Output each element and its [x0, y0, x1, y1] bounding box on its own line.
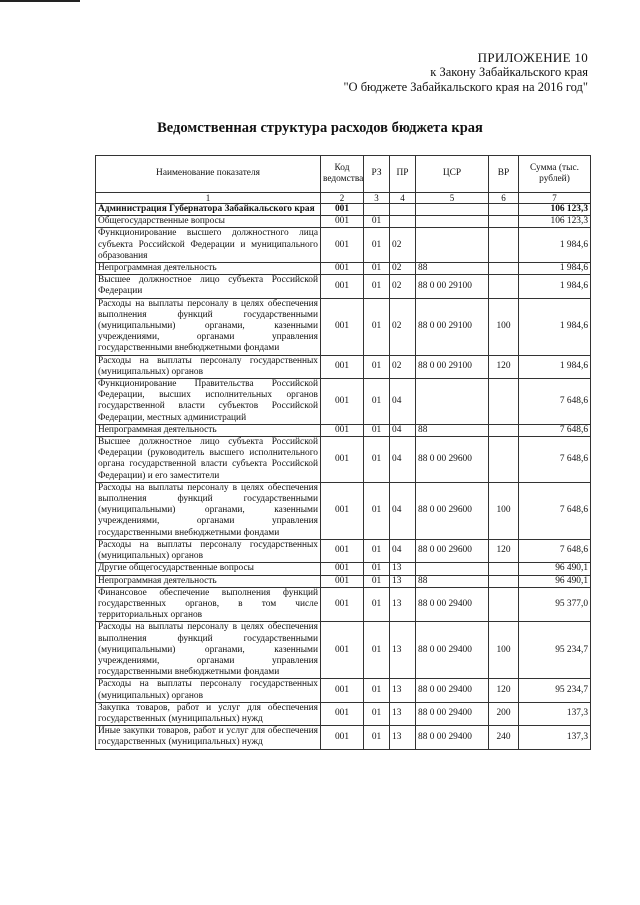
table-row	[96, 355, 591, 378]
row-pr: 04	[390, 379, 416, 425]
table-row	[96, 539, 591, 562]
row-pr: 04	[390, 437, 416, 483]
row-vr	[489, 424, 519, 436]
row-csr: 88 0 00 29400	[416, 679, 489, 702]
header-sum: Сумма (тыс. рублей)	[519, 156, 591, 193]
row-sum: 95 234,7	[519, 679, 591, 702]
table-row	[96, 298, 591, 355]
row-name: Другие общегосударственные вопросы	[96, 563, 321, 575]
table-row	[96, 575, 591, 587]
row-sum: 106 123,3	[519, 216, 591, 228]
appendix-law-title: "О бюджете Забайкальского края на 2016 год"	[343, 80, 588, 94]
document-title: Ведомственная структура расходов бюджета края	[157, 120, 483, 136]
table-row	[96, 587, 591, 622]
row-csr	[416, 379, 489, 425]
row-csr: 88 0 00 29600	[416, 482, 489, 539]
row-rz: 01	[364, 355, 390, 378]
row-rz: 01	[364, 482, 390, 539]
row-vr	[489, 263, 519, 275]
row-pr: 02	[390, 355, 416, 378]
row-pr: 13	[390, 726, 416, 749]
row-vr: 200	[489, 702, 519, 725]
row-pr: 04	[390, 424, 416, 436]
row-dept-code: 001	[321, 275, 364, 298]
row-name: Расходы на выплаты персоналу в целях обеспечения выполнения функций государственными (муниципальными) органами, казенными учреждениями, органами управления государственными внебюджетными фондами	[96, 298, 321, 355]
row-rz: 01	[364, 216, 390, 228]
row-name: Расходы на выплаты персоналу государственных (муниципальных) органов	[96, 355, 321, 378]
row-dept-code: 001	[321, 379, 364, 425]
row-rz: 01	[364, 379, 390, 425]
header-rz: РЗ	[364, 156, 390, 193]
row-csr: 88 0 00 29100	[416, 298, 489, 355]
row-name: Расходы на выплаты персоналу государственных (муниципальных) органов	[96, 539, 321, 562]
header-name: Наименование показателя	[96, 156, 321, 193]
row-sum: 1 984,6	[519, 263, 591, 275]
row-pr: 13	[390, 702, 416, 725]
row-rz: 01	[364, 575, 390, 587]
table-row	[96, 622, 591, 679]
row-name: Общегосударственные вопросы	[96, 216, 321, 228]
row-dept-code: 001	[321, 204, 364, 216]
row-csr: 88	[416, 575, 489, 587]
row-dept-code: 001	[321, 298, 364, 355]
row-rz: 01	[364, 679, 390, 702]
appendix-header	[343, 50, 588, 95]
row-vr	[489, 563, 519, 575]
row-sum: 106 123,3	[519, 204, 591, 216]
row-pr: 02	[390, 275, 416, 298]
row-csr: 88 0 00 29400	[416, 702, 489, 725]
row-dept-code: 001	[321, 702, 364, 725]
column-number: 4	[390, 193, 416, 204]
row-rz: 01	[364, 228, 390, 263]
row-pr	[390, 216, 416, 228]
row-sum: 96 490,1	[519, 563, 591, 575]
table-row	[96, 275, 591, 298]
column-number: 7	[519, 193, 591, 204]
row-name: Непрограммная деятельность	[96, 263, 321, 275]
row-csr: 88	[416, 424, 489, 436]
row-dept-code: 001	[321, 587, 364, 622]
row-rz: 01	[364, 263, 390, 275]
row-name: Высшее должностное лицо субъекта Российской Федерации (руководитель высшего исполнительного органа государственной власти субъекта Российской Федерации) и его заместители	[96, 437, 321, 483]
table-row	[96, 679, 591, 702]
table-row	[96, 437, 591, 483]
row-rz: 01	[364, 298, 390, 355]
row-rz: 01	[364, 587, 390, 622]
row-name: Расходы на выплаты персоналу государственных (муниципальных) органов	[96, 679, 321, 702]
column-number: 1	[96, 193, 321, 204]
row-csr: 88 0 00 29100	[416, 275, 489, 298]
row-sum: 1 984,6	[519, 228, 591, 263]
row-pr: 04	[390, 482, 416, 539]
row-sum: 1 984,6	[519, 355, 591, 378]
row-dept-code: 001	[321, 482, 364, 539]
row-vr: 100	[489, 298, 519, 355]
row-sum: 7 648,6	[519, 482, 591, 539]
row-dept-code: 001	[321, 575, 364, 587]
row-sum: 7 648,6	[519, 437, 591, 483]
budget-table	[95, 155, 591, 750]
row-vr: 100	[489, 622, 519, 679]
row-dept-code: 001	[321, 679, 364, 702]
table-row	[96, 228, 591, 263]
row-sum: 1 984,6	[519, 275, 591, 298]
row-vr	[489, 204, 519, 216]
row-vr	[489, 216, 519, 228]
row-sum: 96 490,1	[519, 575, 591, 587]
row-vr: 100	[489, 482, 519, 539]
row-vr: 120	[489, 355, 519, 378]
row-dept-code: 001	[321, 216, 364, 228]
row-pr: 02	[390, 228, 416, 263]
row-vr	[489, 587, 519, 622]
table-row	[96, 702, 591, 725]
row-name: Администрация Губернатора Забайкальского края	[96, 204, 321, 216]
row-name: Высшее должностное лицо субъекта Российской Федерации	[96, 275, 321, 298]
row-dept-code: 001	[321, 563, 364, 575]
row-csr	[416, 563, 489, 575]
column-number-row	[96, 193, 591, 204]
row-vr: 240	[489, 726, 519, 749]
top-rule	[0, 0, 80, 2]
row-rz	[364, 204, 390, 216]
row-name: Функционирование высшего должностного лица субъекта Российской Федерации и муниципального образования	[96, 228, 321, 263]
row-vr	[489, 275, 519, 298]
table-row	[96, 263, 591, 275]
appendix-number: ПРИЛОЖЕНИЕ 10	[477, 50, 588, 65]
row-sum: 7 648,6	[519, 539, 591, 562]
row-sum: 7 648,6	[519, 424, 591, 436]
table-row	[96, 726, 591, 749]
row-pr: 13	[390, 563, 416, 575]
header-csr: ЦСР	[416, 156, 489, 193]
row-pr: 02	[390, 298, 416, 355]
table-header-row	[96, 156, 591, 193]
row-rz: 01	[364, 622, 390, 679]
row-csr: 88 0 00 29100	[416, 355, 489, 378]
header-dept-code: Код ведомства	[321, 156, 364, 193]
row-vr	[489, 437, 519, 483]
row-dept-code: 001	[321, 424, 364, 436]
row-name: Функционирование Правительства Российской Федерации, высших исполнительных органов государственной власти субъектов Российской Федерации, местных администраций	[96, 379, 321, 425]
row-csr: 88 0 00 29600	[416, 539, 489, 562]
row-csr	[416, 216, 489, 228]
row-sum: 95 234,7	[519, 622, 591, 679]
row-dept-code: 001	[321, 726, 364, 749]
row-csr: 88 0 00 29400	[416, 622, 489, 679]
row-csr: 88 0 00 29600	[416, 437, 489, 483]
row-pr: 13	[390, 679, 416, 702]
table-row	[96, 204, 591, 216]
row-dept-code: 001	[321, 263, 364, 275]
row-vr: 120	[489, 539, 519, 562]
row-pr	[390, 204, 416, 216]
row-sum: 137,3	[519, 702, 591, 725]
table-row	[96, 216, 591, 228]
row-name: Расходы на выплаты персоналу в целях обеспечения выполнения функций государственными (муниципальными) органами, казенными учреждениями, органами управления государственными внебюджетными фондами	[96, 622, 321, 679]
row-sum: 1 984,6	[519, 298, 591, 355]
table-row	[96, 424, 591, 436]
header-vr: ВР	[489, 156, 519, 193]
table-row	[96, 379, 591, 425]
row-name: Расходы на выплаты персоналу в целях обеспечения выполнения функций государственными (муниципальными) органами, казенными учреждениями, органами управления государственными внебюджетными фондами	[96, 482, 321, 539]
row-rz: 01	[364, 702, 390, 725]
row-name: Иные закупки товаров, работ и услуг для обеспечения государственных (муниципальных) нужд	[96, 726, 321, 749]
row-csr: 88	[416, 263, 489, 275]
row-name: Закупка товаров, работ и услуг для обеспечения государственных (муниципальных) нужд	[96, 702, 321, 725]
column-number: 3	[364, 193, 390, 204]
table-body	[96, 204, 591, 750]
row-sum: 137,3	[519, 726, 591, 749]
row-sum: 7 648,6	[519, 379, 591, 425]
row-rz: 01	[364, 275, 390, 298]
row-dept-code: 001	[321, 228, 364, 263]
row-dept-code: 001	[321, 539, 364, 562]
row-name: Финансовое обеспечение выполнения функций государственных органов, в том числе территориальных органов	[96, 587, 321, 622]
header-pr: ПР	[390, 156, 416, 193]
column-number: 2	[321, 193, 364, 204]
row-name: Непрограммная деятельность	[96, 424, 321, 436]
row-pr: 13	[390, 575, 416, 587]
row-pr: 13	[390, 622, 416, 679]
row-name: Непрограммная деятельность	[96, 575, 321, 587]
row-dept-code: 001	[321, 622, 364, 679]
row-pr: 13	[390, 587, 416, 622]
row-rz: 01	[364, 563, 390, 575]
table-row	[96, 563, 591, 575]
row-csr	[416, 228, 489, 263]
row-rz: 01	[364, 539, 390, 562]
row-dept-code: 001	[321, 437, 364, 483]
appendix-law-ref: к Закону Забайкальского края	[430, 65, 588, 79]
table-row	[96, 482, 591, 539]
row-csr: 88 0 00 29400	[416, 587, 489, 622]
row-vr	[489, 228, 519, 263]
column-number: 5	[416, 193, 489, 204]
row-vr: 120	[489, 679, 519, 702]
row-rz: 01	[364, 424, 390, 436]
row-pr: 02	[390, 263, 416, 275]
row-dept-code: 001	[321, 355, 364, 378]
row-vr	[489, 575, 519, 587]
row-vr	[489, 379, 519, 425]
row-rz: 01	[364, 726, 390, 749]
row-csr: 88 0 00 29400	[416, 726, 489, 749]
row-rz: 01	[364, 437, 390, 483]
row-sum: 95 377,0	[519, 587, 591, 622]
row-csr	[416, 204, 489, 216]
column-number: 6	[489, 193, 519, 204]
row-pr: 04	[390, 539, 416, 562]
